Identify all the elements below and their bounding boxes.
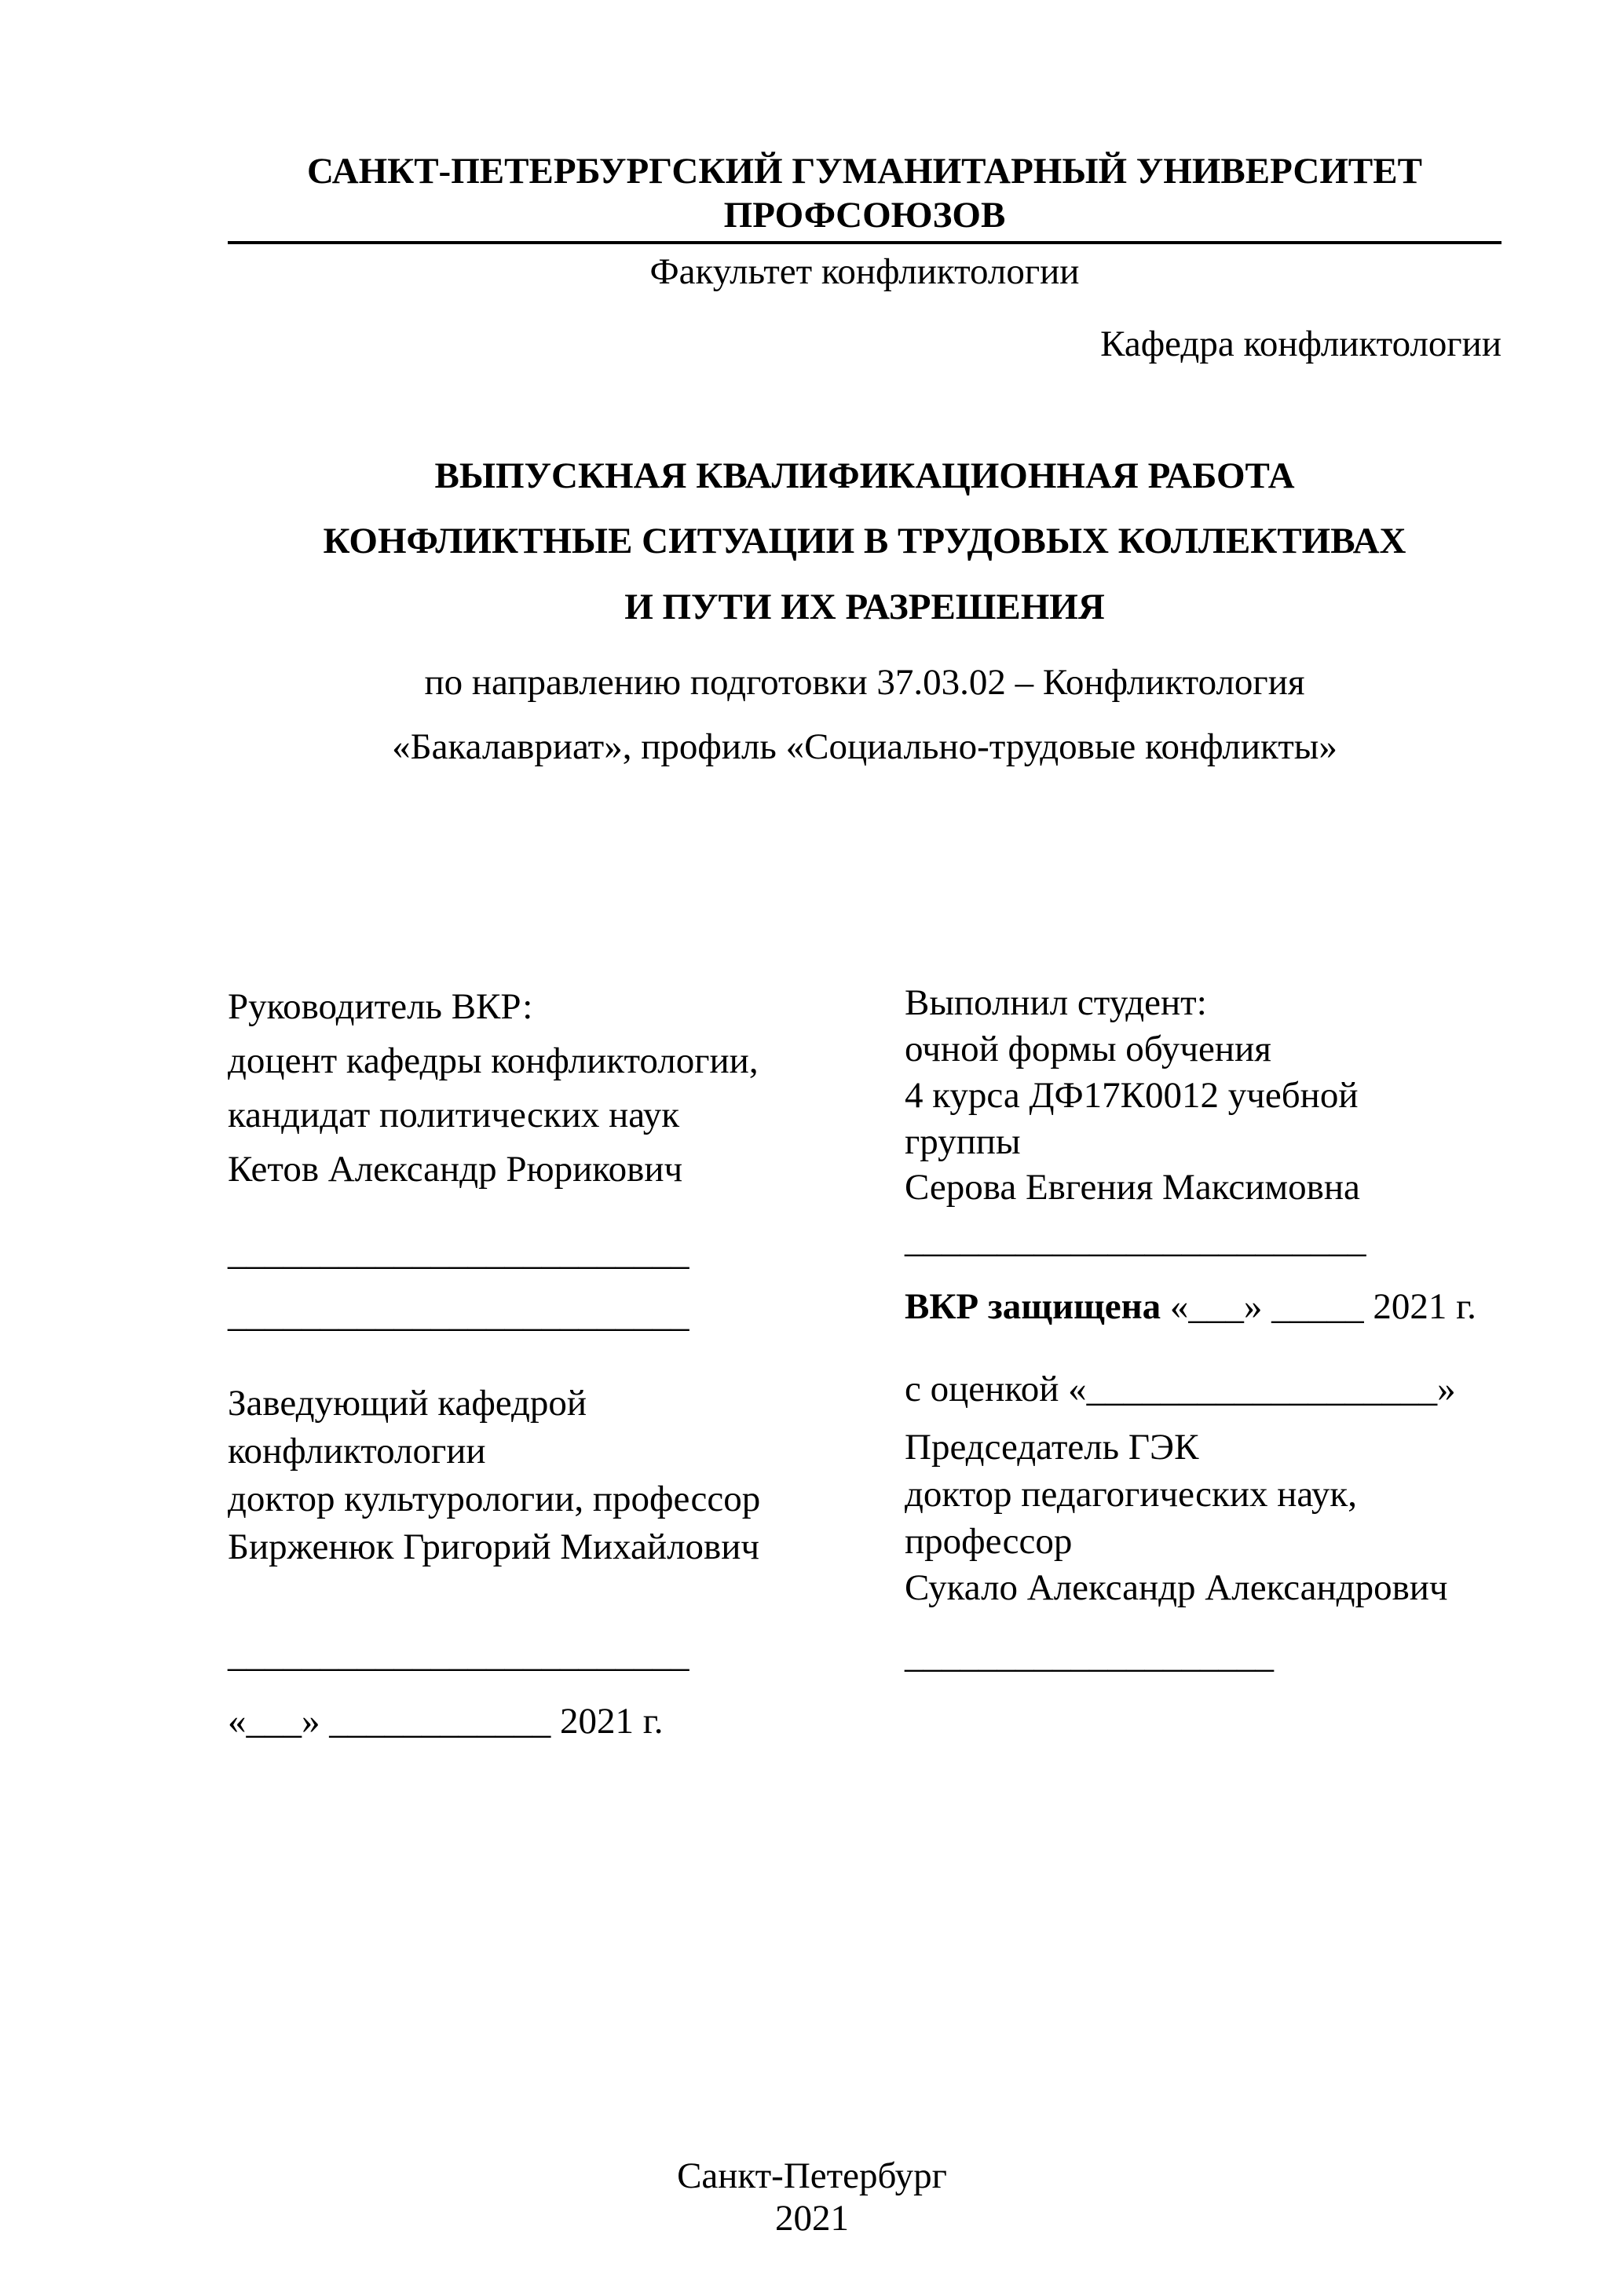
chairman-label: Председатель ГЭК xyxy=(905,1427,1199,1468)
supervisor-position-line2: кандидат политических наук xyxy=(228,1095,680,1136)
supervisor-name: Кетов Александр Рюрикович xyxy=(228,1149,683,1190)
work-title-line2: И ПУТИ ИХ РАЗРЕШЕНИЯ xyxy=(624,587,1105,628)
department-name: Кафедра конфликтологии xyxy=(1100,323,1501,364)
chairman-block xyxy=(905,1424,1501,1612)
department-head-label-line2: конфликтологии xyxy=(228,1430,486,1472)
student-group-line2: группы xyxy=(905,1121,1021,1162)
defense-defended-label: ВКР защищена xyxy=(905,1285,1161,1327)
defense-date-line xyxy=(905,1284,1501,1330)
defense-grade-line: с оценкой «___________________» xyxy=(905,1368,1456,1409)
work-title-block xyxy=(228,444,1501,641)
faculty-name: Факультет конфликтологии xyxy=(649,250,1080,292)
chairman-position-line1: доктор педагогических наук, xyxy=(905,1473,1357,1515)
chairman-position-line2: профессор xyxy=(905,1520,1073,1562)
direction-block xyxy=(228,650,1501,780)
defense-defended-rest: «___» _____ 2021 г. xyxy=(1169,1285,1476,1327)
university-name-line1: САНКТ-ПЕТЕРБУРГСКИЙ ГУМАНИТАРНЫЙ УНИВЕРСИТЕТ xyxy=(307,151,1422,192)
chairman-name: Сукало Александр Александрович xyxy=(905,1567,1448,1609)
student-form-line: очной формы обучения xyxy=(905,1029,1271,1069)
department-head-block xyxy=(228,1380,905,1571)
direction-line: по направлению подготовки 37.03.02 – Конфликтология xyxy=(424,661,1305,703)
supervisor-column xyxy=(228,980,905,1749)
footer-city: Санкт-Петербург xyxy=(677,2155,947,2196)
work-title-line1: КОНФЛИКТНЫЕ СИТУАЦИИ В ТРУДОВЫХ КОЛЛЕКТИВАХ xyxy=(323,521,1406,562)
signature-columns xyxy=(228,980,1501,1749)
university-header xyxy=(228,149,1501,238)
department-head-position: доктор культурологии, профессор xyxy=(228,1478,761,1519)
student-signature-line: _________________________ xyxy=(905,1219,1366,1260)
student-label: Выполнил студент: xyxy=(905,982,1207,1024)
header-divider xyxy=(228,241,1501,244)
chairman-signature-line: ____________________ xyxy=(905,1635,1274,1676)
footer-block xyxy=(0,2155,1624,2239)
work-type: ВЫПУСКНАЯ КВАЛИФИКАЦИОННАЯ РАБОТА xyxy=(434,455,1295,496)
page-content xyxy=(228,149,1501,1749)
supervisor-signature-line-2: _________________________ xyxy=(228,1293,689,1335)
supervisor-position-line1: доцент кафедры конфликтологии, xyxy=(228,1040,759,1082)
student-group-line1: 4 курса ДФ17К0012 учебной xyxy=(905,1074,1359,1116)
profile-line: «Бакалавриат», профиль «Социально-трудовые конфликты» xyxy=(392,726,1337,767)
university-name-line2: ПРОФСОЮЗОВ xyxy=(723,195,1006,236)
department-head-date-line: «___» ____________ 2021 г. xyxy=(228,1701,664,1742)
student-name: Серова Евгения Максимовна xyxy=(905,1167,1360,1208)
department-head-signature-line: _________________________ xyxy=(228,1634,689,1676)
supervisor-label: Руководитель ВКР: xyxy=(228,986,533,1028)
supervisor-signature-line-1: _________________________ xyxy=(228,1231,689,1273)
footer-year: 2021 xyxy=(775,2197,849,2239)
department-head-label-line1: Заведующий кафедрой xyxy=(228,1382,587,1424)
department-head-name: Бирженюк Григорий Михайлович xyxy=(228,1526,760,1567)
student-column xyxy=(905,980,1501,1749)
